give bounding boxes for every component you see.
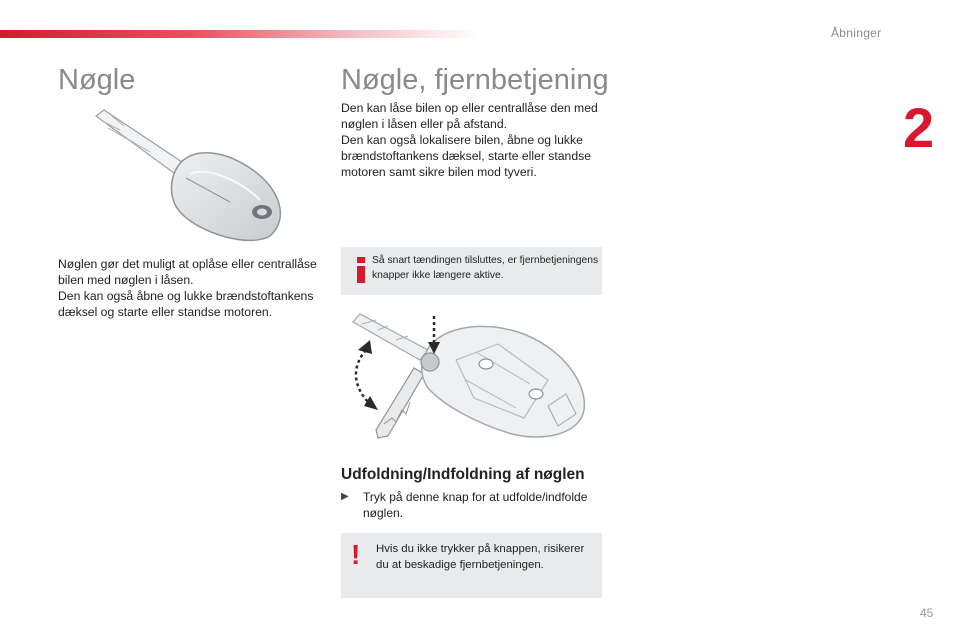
unfold-instruction — [341, 489, 606, 521]
key-paragraph-2: Den kan også åbne og lukke brændstoftankens dæksel og starte eller standse motoren. — [58, 289, 314, 319]
remote-title: Nøgle, fjernbetjening — [341, 64, 609, 96]
info-text: Så snart tændingen tilsluttes, er fjernbetjeningens knapper ikke længere aktive. — [372, 255, 599, 281]
info-box — [341, 247, 602, 295]
remote-paragraph-2: Den kan også lokalisere bilen, åbne og lukke brændstoftankens dæksel, starte eller standse motoren samt sikre bilen mod tyveri. — [341, 133, 591, 179]
key-title: Nøgle — [58, 64, 136, 96]
info-icon — [352, 256, 370, 284]
remote-key-illustration — [348, 310, 596, 445]
arrow-bullet-icon: ▶ — [341, 491, 349, 502]
section-label: Åbninger — [831, 26, 882, 40]
unfold-subheading: Udfoldning/Indfoldning af nøglen — [341, 466, 585, 483]
warning-box — [341, 533, 602, 598]
key-description — [58, 256, 328, 320]
remote-paragraph-1: Den kan låse bilen op eller centrallåse den med nøglen i låsen eller på afstand. — [341, 101, 598, 131]
page-number: 45 — [920, 606, 934, 620]
key-illustration — [90, 108, 290, 243]
warning-text: Hvis du ikke trykker på knappen, risikerer du at beskadige fjernbetjeningen. — [376, 543, 585, 571]
header-accent-bar — [0, 30, 480, 38]
chapter-number: 2 — [903, 96, 935, 159]
unfold-instruction-text: Tryk på denne knap for at udfolde/indfolde nøglen. — [363, 490, 588, 520]
warning-icon: ! — [351, 539, 361, 570]
key-paragraph-1: Nøglen gør det muligt at oplåse eller centrallåse bilen med nøglen i låsen. — [58, 257, 317, 287]
remote-description — [341, 100, 611, 180]
